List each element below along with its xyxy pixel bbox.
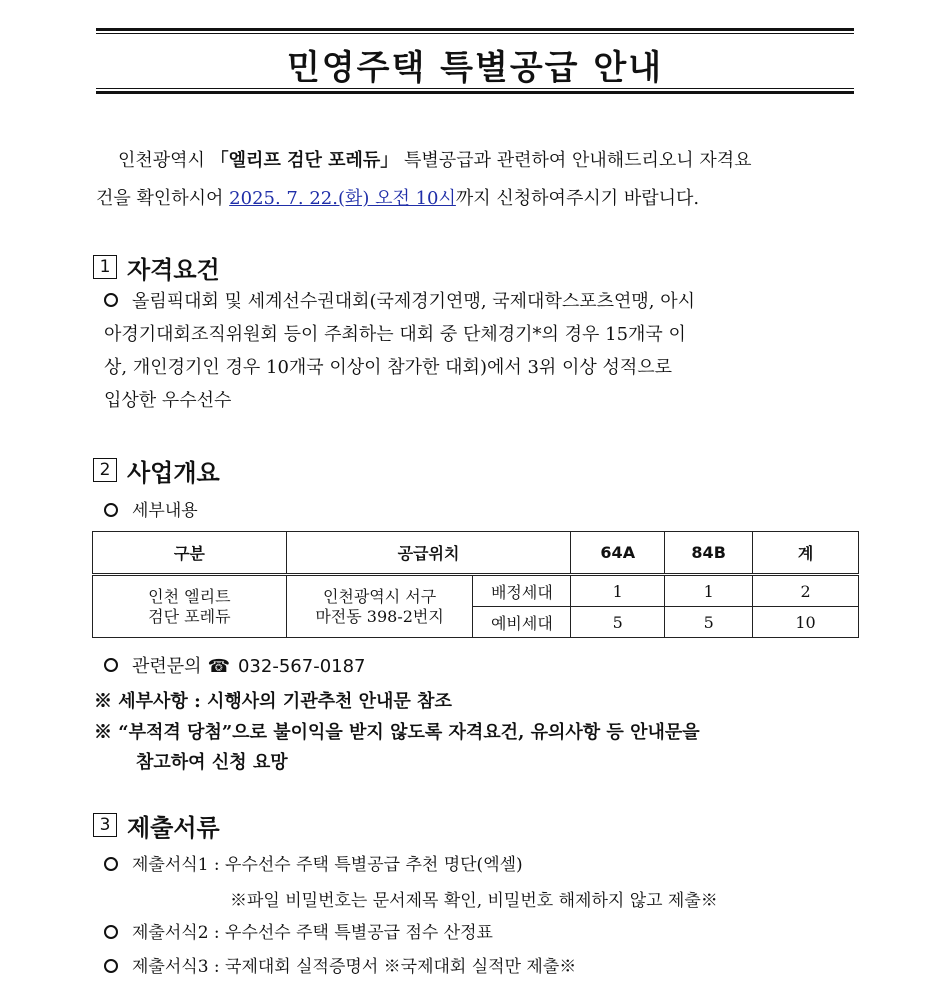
section-number: 3: [93, 813, 117, 837]
header-location: 공급위치: [286, 532, 571, 575]
eligibility-line: 올림픽대회 및 세계선수권대회(국제경기연맹, 국제대학스포츠연맹, 아시: [104, 285, 844, 318]
note-warning: [94, 718, 700, 778]
document-item: 제출서식3 : 국제대회 실적증명서 ※국제대회 실적만 제출※: [104, 952, 576, 977]
row-type: 배정세대: [473, 575, 571, 607]
cell-64a: 5: [571, 607, 665, 638]
row-type: 예비세대: [473, 607, 571, 638]
document-item: 제출서식1 : 우수선수 주택 특별공급 추천 명단(엑셀): [104, 850, 523, 875]
header-category: 구분: [93, 532, 287, 575]
contact-label: 관련문의: [132, 656, 202, 677]
section-number: 2: [93, 458, 117, 482]
location-line: 마전동 398-2번지: [315, 606, 444, 626]
location-line: 인천광역시 서구: [322, 586, 437, 606]
supply-table: [92, 531, 859, 638]
intro-line-1: [96, 142, 866, 180]
eligibility-line: 입상한 우수선수: [104, 390, 232, 411]
section-number: 1: [93, 255, 117, 279]
circle-bullet-icon: [104, 925, 118, 939]
title-top-rule: [96, 28, 854, 31]
cell-84b: 5: [665, 607, 753, 638]
section-heading-documents: [93, 810, 220, 840]
phone-icon: ☎: [207, 656, 230, 677]
section-heading-overview: [93, 455, 220, 485]
detail-label: 세부내용: [104, 496, 198, 521]
cell-64a: 1: [571, 575, 665, 607]
header-total: 계: [753, 532, 859, 575]
eligibility-line: 아경기대회조직위원회 등이 주최하는 대회 중 단체경기*의 경우 15개국 이: [104, 324, 686, 345]
eligibility-line: 상, 개인경기인 경우 10개국 이상이 참가한 대회)에서 3위 이상 성적으로: [104, 357, 673, 378]
intro-text: 까지 신청하여주시기 바랍니다.: [455, 188, 700, 209]
circle-bullet-icon: [104, 959, 118, 973]
table-header-row: [93, 532, 859, 575]
eligibility-text: [104, 285, 844, 417]
circle-bullet-icon: [104, 503, 118, 517]
circle-bullet-icon: [104, 658, 118, 672]
intro-paragraph: [96, 142, 866, 218]
note-warning-line: 참고하여 신청 요망: [136, 752, 288, 773]
project-cell: [93, 575, 287, 638]
note-details: ※ 세부사항 : 시행사의 기관추천 안내문 참조: [94, 691, 452, 712]
password-note: ※파일 비밀번호는 문서제목 확인, 비밀번호 해제하지 않고 제출※: [230, 891, 718, 911]
project-name: 「엘리프 검단 포레듀」: [210, 150, 399, 171]
project-line: 인천 엘리트: [148, 586, 231, 606]
note-warning-line: ※ “부적격 당첨”으로 불이익을 받지 않도록 자격요건, 유의사항 등 안내문을: [94, 722, 700, 743]
intro-text: 건을 확인하시어: [96, 188, 230, 209]
title-bottom-rule: [96, 91, 854, 94]
cell-total: 2: [753, 575, 859, 607]
intro-text: 인천광역시: [118, 150, 211, 171]
page-title: 민영주택 특별공급 안내: [286, 48, 664, 88]
section-title: 자격요건: [127, 255, 220, 284]
circle-bullet-icon: [104, 857, 118, 871]
contact-line: [104, 652, 366, 678]
intro-text: 특별공급과 관련하여 안내해드리오니 자격요: [398, 150, 752, 171]
cell-84b: 1: [665, 575, 753, 607]
section-heading-eligibility: [93, 252, 220, 282]
deadline: 2025. 7. 22.(화) 오전 10시: [229, 188, 456, 209]
section-title: 제출서류: [127, 813, 220, 842]
circle-bullet-icon: [104, 293, 118, 307]
title-top-rule-thin: [96, 33, 854, 34]
header-84b: 84B: [665, 532, 753, 575]
cell-total: 10: [753, 607, 859, 638]
section-title: 사업개요: [127, 458, 220, 487]
project-line: 검단 포레듀: [148, 606, 231, 626]
header-64a: 64A: [571, 532, 665, 575]
document-item: 제출서식2 : 우수선수 주택 특별공급 점수 산정표: [104, 918, 493, 943]
intro-line-2: [96, 180, 866, 218]
table-row: [93, 575, 859, 607]
location-cell: [286, 575, 473, 638]
phone-number: 032-567-0187: [237, 656, 366, 677]
title-bottom-rule-thin: [96, 88, 854, 89]
